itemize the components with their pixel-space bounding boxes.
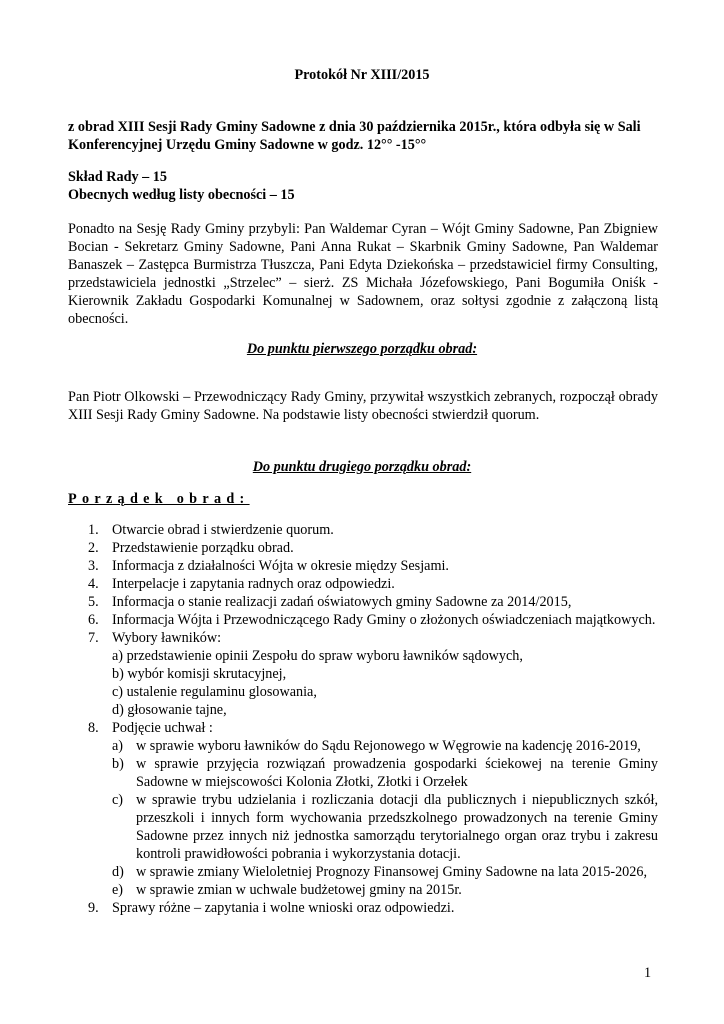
agenda-item-number: 1. [88,522,99,538]
agenda-item-text: Informacja Wójta i Przewodniczącego Rady Gminy o złożonych oświadczeniach majątkowych. [112,612,656,628]
attendance-count: Obecnych według listy obecności – 15 [68,187,295,203]
lawnik-election-subitems [112,647,658,719]
agenda-item-text: Informacja z działalności Wójta w okresie między Sesjami. [112,558,449,574]
council-composition: Skład Rady – 15 [68,169,167,185]
agenda-item-text: Otwarcie obrad i stwierdzenie quorum. [112,522,334,538]
agenda-item [88,899,658,917]
agenda-heading: Porządek obrad: [68,491,250,507]
agenda-item [88,629,658,719]
subitem-text: w sprawie zmiany Wieloletniej Prognozy Finansowej Gminy Sadowne na lata 2015-2026, [136,864,647,880]
section-heading-second-point: Do punktu drugiego porządku obrad: [252,459,472,475]
subitem-label: d) [112,864,124,880]
subitem: d) głosowanie tajne, [112,702,227,718]
agenda-item-text: Informacja o stanie realizacji zadań oświatowych gminy Sadowne za 2014/2015, [112,594,572,610]
agenda-item-text: Wybory ławników: [112,630,222,646]
agenda-item-number: 7. [88,630,99,646]
agenda-item-number: 8. [88,720,99,736]
agenda-item-text: Przedstawienie porządku obrad. [112,540,294,556]
resolution-subitem [112,755,658,791]
resolution-subitem [112,863,658,881]
subitem-text: w sprawie przyjęcia rozwiązań prowadzenia gospodarki ściekowej na terenie Gminy Sadowne w miejscowości Kolonia Złotki, Złotki i Orzełek [136,756,658,790]
agenda-item-number: 6. [88,612,99,628]
opening-paragraph: Pan Piotr Olkowski – Przewodniczący Rady Gminy, przywitał wszystkich zebranych, rozpoczął obrady XIII Sesji Rady Gminy Sadowne. Na podstawie listy obecności stwierdził quorum. [68,389,658,423]
attendees-paragraph: Ponadto na Sesję Rady Gminy przybyli: Pan Waldemar Cyran – Wójt Gminy Sadowne, Pan Zbigniew Bocian - Sekretarz Gminy Sadowne, Pani Anna Rukat – Skarbnik Gminy Sadowne, Pan Waldemar Banaszek – Zastępca Burmistrza Tłuszcza, Pani Edyta Dziekońska – przedstawiciel firmy Consulting, przedstawiciela jednostki „Strzelec” – sierż. ZS Michała Józefowskiego, Pani Bogumiła Oniśk - Kierownik Zakładu Gospodarki Komunalnej w Sadownem, oraz sołtysi zgodnie z załączoną listą obecności. [68,221,658,327]
subitem-label: e) [112,882,124,898]
subitem: c) ustalenie regulaminu glosowania, [112,684,317,700]
section-heading-first-point: Do punktu pierwszego porządku obrad: [246,341,478,357]
subitem-label: b) [112,756,124,772]
agenda-item-text: Interpelacje i zapytania radnych oraz odpowiedzi. [112,576,395,592]
subitem: a) przedstawienie opinii Zespołu do spraw wyboru ławników sądowych, [112,648,523,664]
session-info: z obrad XIII Sesji Rady Gminy Sadowne z dnia 30 października 2015r., która odbyła się w Sali Konferencyjnej Urzędu Gminy Sadowne w godz. 12°° -15°° [68,119,641,153]
agenda-list [88,521,658,917]
agenda-item-number: 9. [88,900,99,916]
document-title: Protokół Nr XIII/2015 [294,67,430,83]
agenda-item [88,521,658,539]
agenda-item [88,719,658,899]
resolution-subitem [112,737,658,755]
subitem: b) wybór komisji skrutacyjnej, [112,666,287,682]
subitem-text: w sprawie trybu udzielania i rozliczania dotacji dla publicznych i niepublicznych szkół, przeszkoli i innych form wychowania przedszkolnego prowadzonych na terenie Gminy Sadowne przez innych niż jednostka samorządu terytorialnego organ oraz trybu i zakresu kontroli prawidłowości pobrania i wykorzystania dotacji. [136,792,658,862]
agenda-item [88,539,658,557]
subitem-label: a) [112,738,124,754]
agenda-item-number: 3. [88,558,99,574]
agenda-item [88,557,658,575]
subitem-text: w sprawie zmian w uchwale budżetowej gminy na 2015r. [136,882,462,898]
subitem-label: c) [112,792,124,808]
subitem-text: w sprawie wyboru ławników do Sądu Rejonowego w Węgrowie na kadencję 2016-2019, [136,738,641,754]
page-number: 1 [644,965,652,981]
resolution-subitem [112,881,658,899]
agenda-item [88,593,658,611]
agenda-item [88,611,658,629]
agenda-item-text: Sprawy różne – zapytania i wolne wnioski oraz odpowiedzi. [112,900,455,916]
agenda-item [88,575,658,593]
agenda-item-text: Podjęcie uchwał : [112,720,213,736]
resolution-subitems [112,737,658,899]
resolution-subitem [112,791,658,863]
agenda-item-number: 2. [88,540,99,556]
agenda-item-number: 4. [88,576,99,592]
agenda-item-number: 5. [88,594,99,610]
